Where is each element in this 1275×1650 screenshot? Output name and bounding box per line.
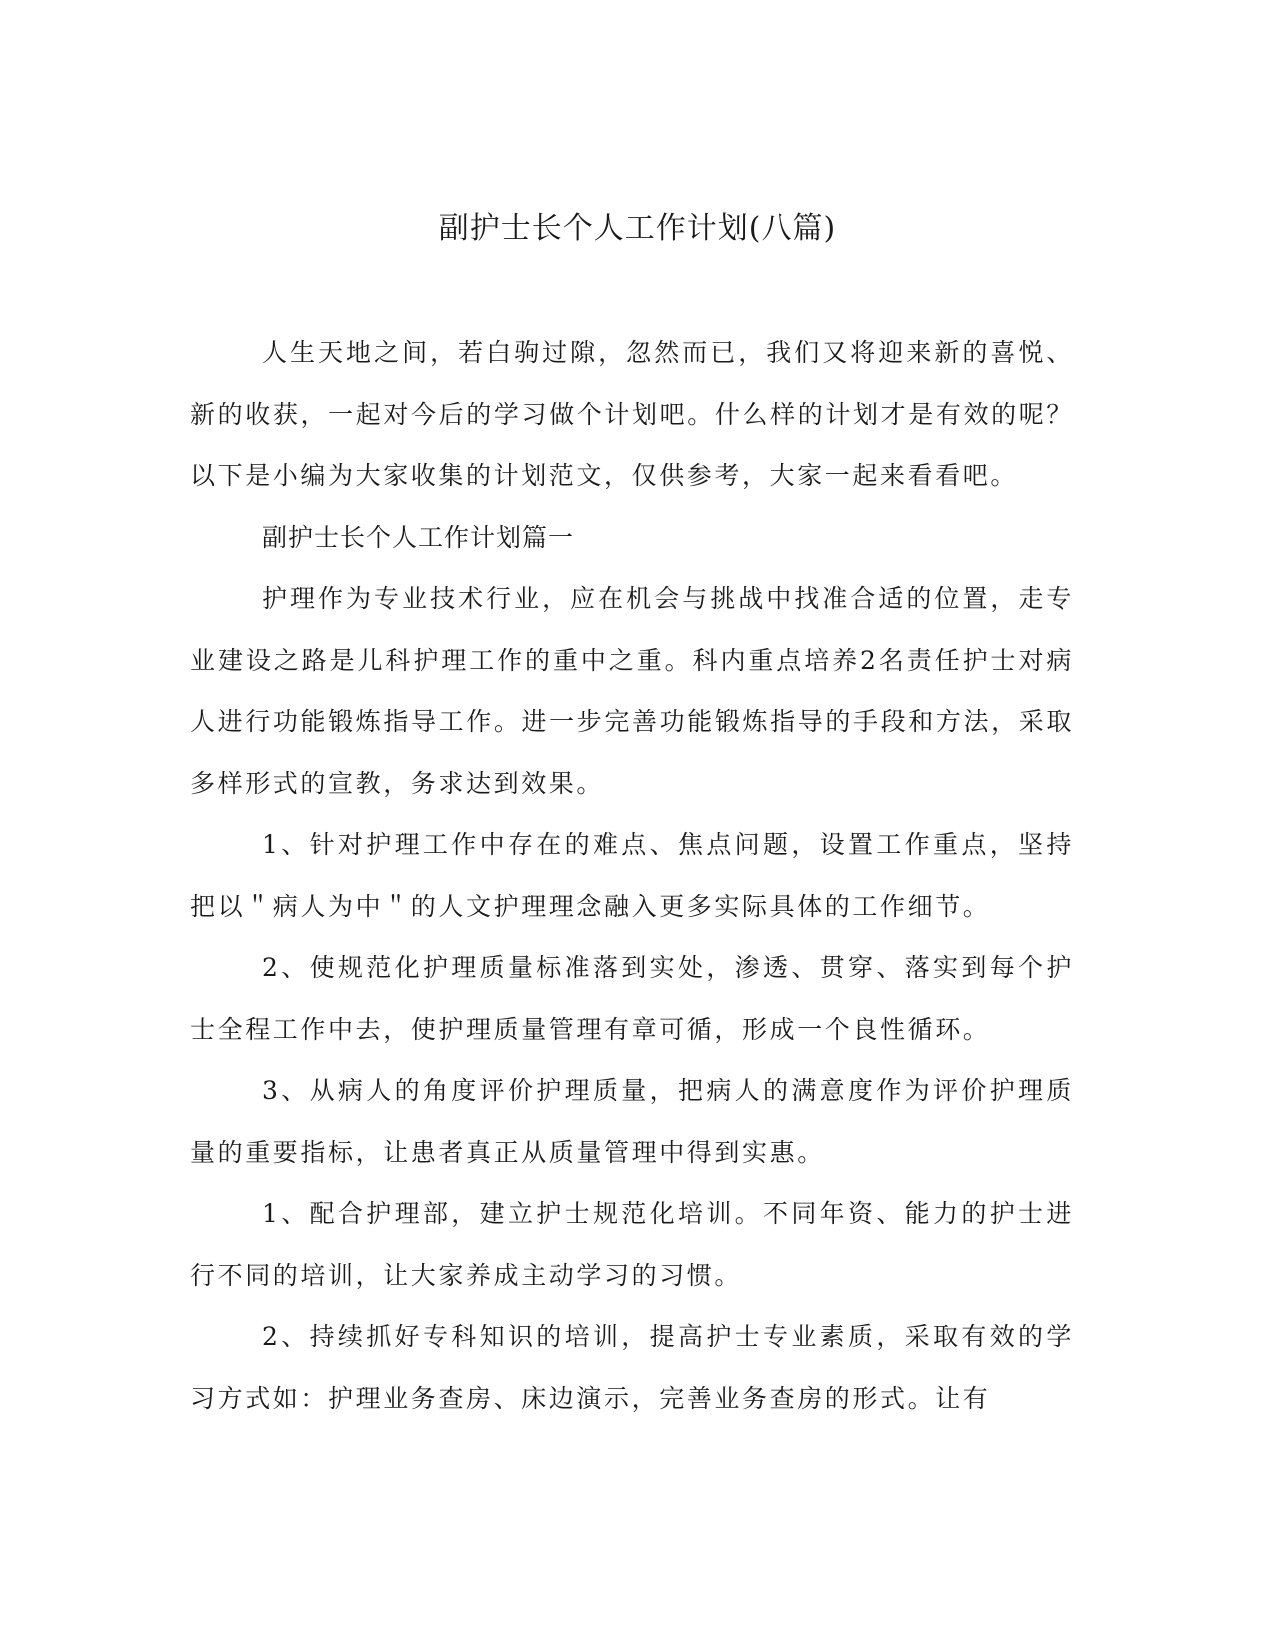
section-heading: 副护士长个人工作计划篇一 (262, 522, 575, 552)
list-item: 2、使规范化护理质量标准落到实处，渗透、贯穿、落实到每个护士全程工作中去，使护理质量管理有章可循，形成一个良性循环。 (190, 953, 1074, 1044)
document-title: 副护士长个人工作计划(八篇) (438, 211, 837, 246)
list-item: 3、从病人的角度评价护理质量，把病人的满意度作为评价护理质量的重要指标，让患者真正从质量管理中得到实惠。 (190, 1076, 1074, 1167)
document-body (190, 322, 1074, 1429)
list-item: 1、针对护理工作中存在的难点、焦点问题，设置工作重点，坚持把以＂病人为中＂的人文护理理念融入更多实际具体的工作细节。 (190, 830, 1074, 921)
list-item: 1、配合护理部，建立护士规范化培训。不同年资、能力的护士进行不同的培训，让大家养成主动学习的习惯。 (190, 1199, 1074, 1290)
body-paragraph: 护理作为专业技术行业，应在机会与挑战中找准合适的位置，走专业建设之路是儿科护理工作的重中之重。科内重点培养2名责任护士对病人进行功能锻炼指导工作。进一步完善功能锻炼指导的手段和方法，采取多样形式的宣教，务求达到效果。 (190, 584, 1074, 798)
list-item: 2、持续抓好专科知识的培训，提高护士专业素质，采取有效的学习方式如：护理业务查房、床边演示，完善业务查房的形式。让有 (190, 1322, 1074, 1413)
intro-paragraph: 人生天地之间，若白驹过隙，忽然而已，我们又将迎来新的喜悦、新的收获，一起对今后的学习做个计划吧。什么样的计划才是有效的呢？以下是小编为大家收集的计划范文，仅供参考，大家一起来看看吧。 (190, 338, 1074, 490)
